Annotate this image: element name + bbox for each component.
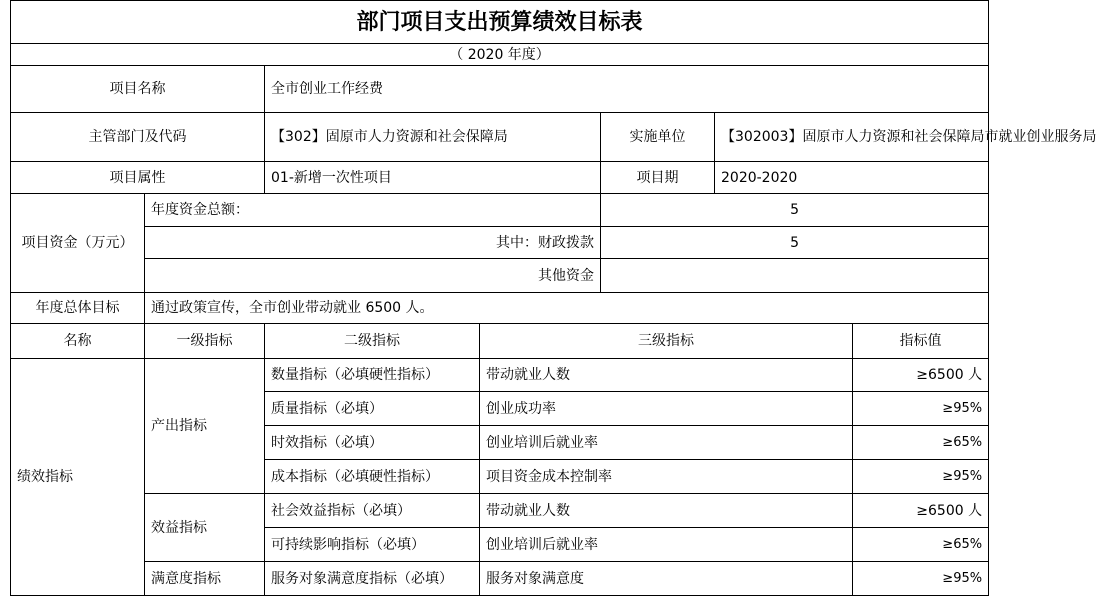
- indicator-value: ≥95%: [853, 562, 989, 596]
- header-level3: 三级指标: [480, 324, 853, 359]
- level3-cell: 服务对象满意度: [480, 562, 853, 596]
- level2-cell: 质量指标（必填）: [265, 392, 480, 426]
- funds-other-label: 其他资金: [145, 259, 601, 293]
- header-value: 指标值: [853, 324, 989, 359]
- header-level2: 二级指标: [265, 324, 480, 359]
- goal-label: 年度总体目标: [11, 293, 145, 324]
- indicator-value: ≥65%: [853, 426, 989, 460]
- level3-cell: 创业成功率: [480, 392, 853, 426]
- indicator-value: ≥65%: [853, 528, 989, 562]
- level3-cell: 项目资金成本控制率: [480, 460, 853, 494]
- perf-indicator-label: 绩效指标: [11, 359, 145, 596]
- level3-cell: 创业培训后就业率: [480, 426, 853, 460]
- level3-cell: 带动就业人数: [480, 494, 853, 528]
- project-name-label: 项目名称: [11, 66, 265, 113]
- group-satisfaction: 满意度指标: [145, 562, 265, 596]
- attribute-label: 项目属性: [11, 162, 265, 194]
- group-benefit: 效益指标: [145, 494, 265, 562]
- level2-cell: 成本指标（必填硬性指标）: [265, 460, 480, 494]
- goal-value: 通过政策宣传，全市创业带动就业 6500 人。: [145, 293, 989, 324]
- page-title: 部门项目支出预算绩效目标表: [11, 1, 989, 44]
- level2-cell: 社会效益指标（必填）: [265, 494, 480, 528]
- level2-cell: 时效指标（必填）: [265, 426, 480, 460]
- group-output: 产出指标: [145, 359, 265, 494]
- period-label: 项目期: [601, 162, 715, 194]
- funds-fiscal-value: 5: [601, 227, 989, 259]
- level2-cell: 数量指标（必填硬性指标）: [265, 359, 480, 392]
- period-value: 2020-2020: [715, 162, 989, 194]
- funds-label: 项目资金（万元）: [11, 194, 145, 293]
- level3-cell: 创业培训后就业率: [480, 528, 853, 562]
- department-value: 【302】固原市人力资源和社会保障局: [265, 113, 601, 162]
- impl-unit-label: 实施单位: [601, 113, 715, 162]
- department-label: 主管部门及代码: [11, 113, 265, 162]
- header-name: 名称: [11, 324, 145, 359]
- funds-total-value: 5: [601, 194, 989, 227]
- attribute-value: 01-新增一次性项目: [265, 162, 601, 194]
- level2-cell: 可持续影响指标（必填）: [265, 528, 480, 562]
- funds-total-label: 年度资金总额：: [145, 194, 601, 227]
- project-name-value: 全市创业工作经费: [265, 66, 989, 113]
- indicator-value: ≥95%: [853, 392, 989, 426]
- level3-cell: 带动就业人数: [480, 359, 853, 392]
- funds-fiscal-label: 其中：财政拨款: [145, 227, 601, 259]
- funds-other-value: [601, 259, 989, 293]
- performance-target-table: [10, 0, 1096, 596]
- level2-cell: 服务对象满意度指标（必填）: [265, 562, 480, 596]
- indicator-value: ≥95%: [853, 460, 989, 494]
- indicator-value: ≥6500 人: [853, 359, 989, 392]
- year-label: （ 2020 年度）: [11, 44, 989, 66]
- indicator-value: ≥6500 人: [853, 494, 989, 528]
- header-level1: 一级指标: [145, 324, 265, 359]
- impl-unit-value: 【302003】固原市人力资源和社会保障局市就业创业服务局: [715, 113, 989, 162]
